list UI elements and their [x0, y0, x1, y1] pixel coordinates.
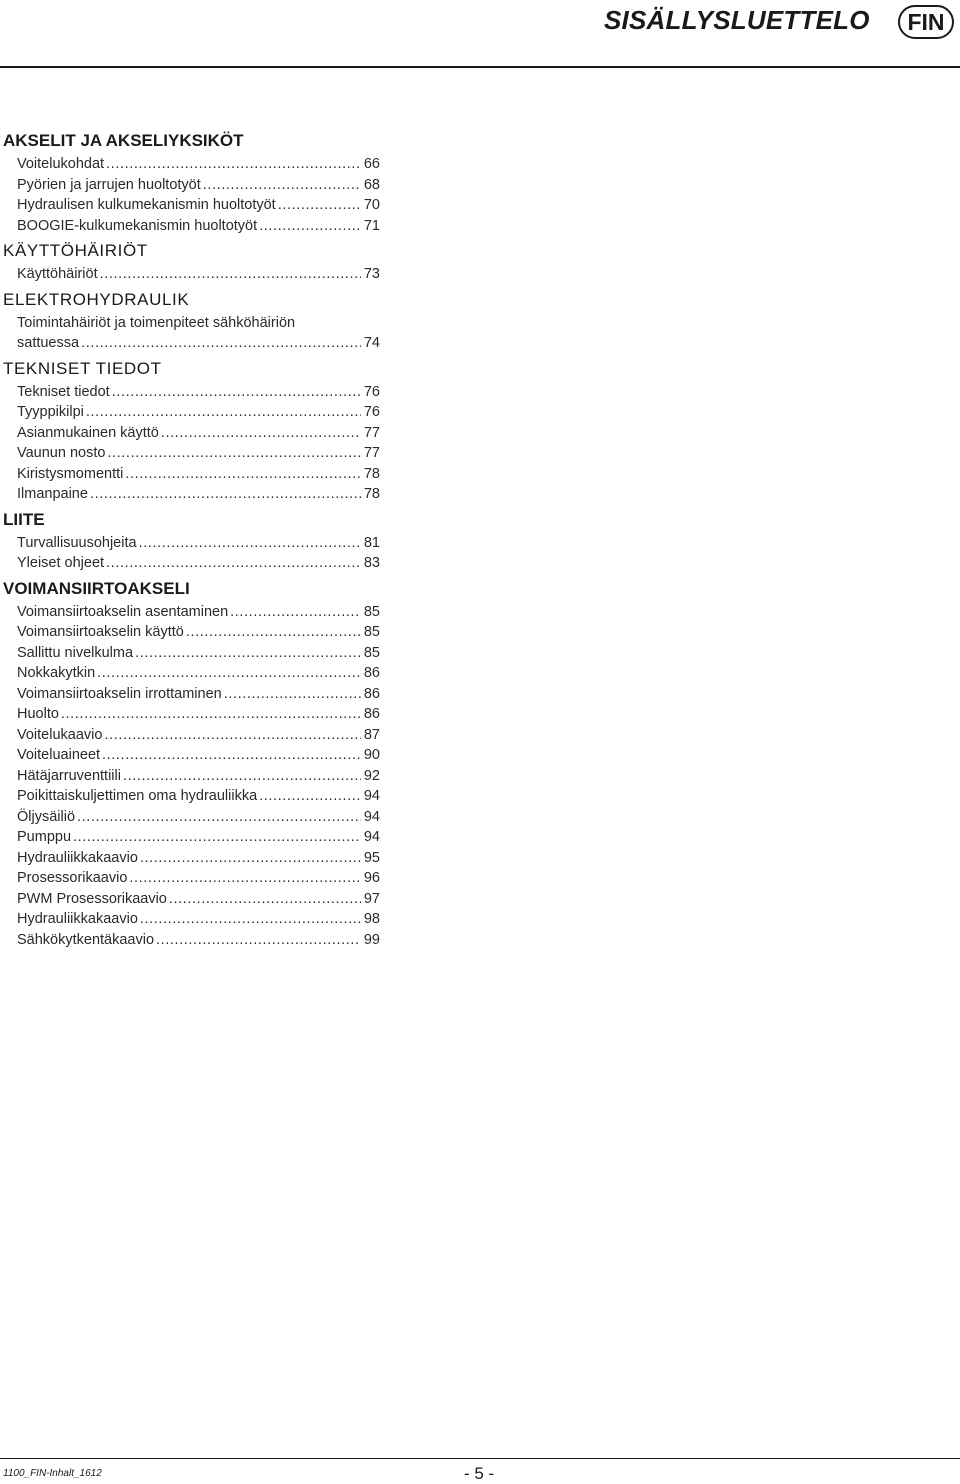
toc-entry-label: Hydrauliikkakaavio [17, 849, 138, 866]
toc-entry-page: 85 [363, 644, 380, 661]
toc-entry[interactable] [0, 725, 380, 746]
toc-entry[interactable] [0, 909, 380, 930]
toc-entry[interactable] [0, 807, 380, 828]
language-badge: FIN [898, 5, 954, 39]
toc-entry[interactable] [0, 464, 380, 485]
toc-entry-page: 92 [363, 767, 380, 784]
dot-leader [73, 827, 361, 848]
toc-entry[interactable] [0, 786, 380, 807]
toc-entry-label: BOOGIE-kulkumekanismin huoltotyöt [17, 217, 258, 234]
dot-leader [139, 533, 361, 554]
toc-entry-page: 94 [363, 829, 380, 845]
toc-entry-label: Nokkakytkin [17, 665, 96, 681]
toc-entry-page: 74 [363, 335, 380, 351]
toc-entry[interactable] [0, 333, 380, 354]
toc-section-heading: KÄYTTÖHÄIRIÖT [3, 241, 148, 260]
toc-entry-page: 94 [363, 808, 380, 825]
toc-entry-label: Öljysäiliö [17, 808, 76, 825]
toc-entry-page: 83 [363, 555, 380, 571]
toc-entry[interactable] [0, 423, 380, 444]
toc-entry[interactable] [0, 264, 380, 285]
toc-entry[interactable] [0, 484, 380, 505]
toc-entry-page: 77 [363, 424, 380, 441]
toc-entry[interactable] [0, 313, 380, 334]
toc-entry[interactable] [0, 766, 380, 787]
toc-entry-page: 85 [363, 624, 380, 640]
dot-leader [86, 402, 361, 423]
toc-entry-page: 78 [363, 486, 380, 502]
dot-leader [203, 175, 361, 196]
toc-entry-page: 71 [363, 217, 380, 234]
toc-entry-page: 73 [363, 266, 380, 282]
toc-entry[interactable] [0, 930, 380, 951]
header-divider [0, 66, 960, 68]
dot-leader [156, 930, 361, 951]
toc-entry-page: 86 [363, 685, 380, 702]
toc-entry-label: Sähkökytkentäkaavio [17, 931, 155, 948]
toc-entry-label: Asianmukainen käyttö [17, 424, 159, 441]
toc-entry-page: 68 [363, 176, 380, 193]
toc-entry-page: 78 [363, 465, 380, 482]
dot-leader [140, 909, 361, 930]
toc-section-heading: AKSELIT JA AKSELIYKSIKÖT [3, 131, 244, 150]
toc-entry-page: 94 [363, 788, 380, 804]
toc-entry-page: 81 [363, 534, 380, 551]
toc-entry[interactable] [0, 848, 380, 869]
toc-entry-label: Prosessorikaavio [17, 870, 128, 886]
toc-entry-label: Pyörien ja jarrujen huoltotyöt [17, 176, 201, 193]
toc-entry-page: 76 [363, 383, 380, 400]
dot-leader [161, 423, 361, 444]
toc-section-heading: TEKNISET TIEDOT [3, 358, 162, 378]
dot-leader [129, 868, 361, 889]
page-header-title: SISÄLLYSLUETTELO [604, 5, 870, 35]
toc-section [0, 574, 380, 951]
toc-entry-label: Sallittu nivelkulma [17, 644, 134, 661]
toc-entry-label: PWM Prosessorikaavio [17, 890, 167, 907]
toc-entry-label: Vaunun nosto [17, 445, 106, 461]
dot-leader [140, 848, 361, 869]
toc-entry-label: Voimansiirtoakselin käyttö [17, 624, 184, 640]
dot-leader [97, 663, 361, 684]
toc-entry-page: 77 [363, 445, 380, 461]
toc-section-heading: ELEKTROHYDRAULIK [3, 289, 190, 309]
toc-entry-label: Poikittaiskuljettimen oma hydrauliikka [17, 788, 258, 804]
toc-entry-page: 98 [363, 911, 380, 927]
table-of-contents [0, 126, 380, 950]
toc-section [0, 236, 380, 285]
dot-leader [186, 622, 361, 643]
dot-leader [90, 484, 361, 505]
toc-entry[interactable] [0, 175, 380, 196]
toc-entry[interactable] [0, 195, 380, 216]
toc-entry-page: 99 [363, 931, 380, 948]
toc-entry-label: Turvallisuusohjeita [17, 534, 137, 551]
toc-entry[interactable] [0, 704, 380, 725]
toc-entry-label: Tekniset tiedot [17, 383, 110, 400]
toc-section-heading: VOIMANSIIRTOAKSELI [3, 578, 190, 598]
dot-leader [259, 216, 361, 237]
toc-entry[interactable] [0, 553, 380, 574]
toc-entry[interactable] [0, 643, 380, 664]
toc-entry-label: Käyttöhäiriöt [17, 266, 98, 282]
toc-entry-page: 70 [363, 197, 380, 213]
toc-entry-page: 95 [363, 849, 380, 866]
footer-divider [0, 1458, 960, 1459]
dot-leader [259, 786, 361, 807]
toc-entry[interactable] [0, 868, 380, 889]
toc-entry-page: 87 [363, 726, 380, 743]
toc-entry-label: sattuessa [17, 335, 80, 351]
toc-entry-label: Voimansiirtoakselin irrottaminen [17, 685, 222, 702]
toc-entry[interactable] [0, 622, 380, 643]
toc-entry-label: Hätäjarruventtiili [17, 767, 121, 784]
toc-section [0, 285, 380, 354]
toc-section [0, 505, 380, 574]
toc-entry-label: Pumppu [17, 829, 72, 845]
toc-entry-label: Huolto [17, 706, 59, 722]
toc-entry-label: Hydraulisen kulkumekanismin huoltotyöt [17, 197, 276, 213]
dot-leader [107, 443, 361, 464]
dot-leader [106, 154, 361, 175]
toc-entry-page: 90 [363, 747, 380, 763]
toc-entry[interactable] [0, 216, 380, 237]
dot-leader [106, 553, 361, 574]
toc-entry[interactable] [0, 154, 380, 175]
toc-entry-label: Yleiset ohjeet [17, 555, 105, 571]
toc-entry[interactable] [0, 602, 380, 623]
dot-leader [102, 745, 361, 766]
toc-entry-page: 86 [363, 665, 380, 681]
toc-entry-label: Toimintahäiriöt ja toimenpiteet sähköhäiriön [17, 314, 296, 331]
document-code: 1100_FIN-Inhalt_1612 [3, 1468, 102, 1479]
toc-entry[interactable] [0, 533, 380, 554]
dot-leader [135, 643, 361, 664]
toc-entry-page: 97 [363, 890, 380, 907]
toc-entry-label: Ilmanpaine [17, 486, 88, 502]
dot-leader [125, 464, 361, 485]
toc-entry[interactable] [0, 745, 380, 766]
dot-leader [77, 807, 361, 828]
toc-entry-page: 96 [363, 870, 380, 886]
toc-entry-label: Voimansiirtoakselin asentaminen [17, 603, 229, 620]
toc-section [0, 354, 380, 505]
dot-leader [81, 333, 361, 354]
toc-entry-label: Voitelukohdat [17, 156, 105, 172]
toc-section [0, 126, 380, 236]
toc-entry[interactable] [0, 889, 380, 910]
toc-entry-page: 76 [363, 404, 380, 420]
toc-section-heading: LIITE [3, 509, 45, 529]
toc-entry[interactable] [0, 827, 380, 848]
dot-leader [112, 382, 361, 403]
toc-entry-page: 86 [363, 706, 380, 722]
toc-entry-label: Kiristysmomentti [17, 465, 124, 482]
toc-entry[interactable] [0, 402, 380, 423]
dot-leader [100, 264, 361, 285]
toc-entry-page: 85 [363, 603, 380, 620]
toc-entry[interactable] [0, 663, 380, 684]
toc-entry-label: Voitelukaavio [17, 726, 103, 743]
page-number: - 5 - [464, 1464, 495, 1483]
toc-entry[interactable] [0, 443, 380, 464]
dot-leader [123, 766, 361, 787]
toc-entry-page: 66 [363, 156, 380, 172]
toc-entry-label: Voiteluaineet [17, 747, 101, 763]
toc-entry-label: Hydrauliikkakaavio [17, 911, 138, 927]
toc-entry[interactable] [0, 382, 380, 403]
dot-leader [224, 684, 361, 705]
dot-leader [230, 602, 361, 623]
dot-leader [278, 195, 361, 216]
dot-leader [61, 704, 361, 725]
toc-entry[interactable] [0, 684, 380, 705]
toc-entry-label: Tyyppikilpi [17, 404, 84, 420]
dot-leader [169, 889, 361, 910]
dot-leader [104, 725, 361, 746]
